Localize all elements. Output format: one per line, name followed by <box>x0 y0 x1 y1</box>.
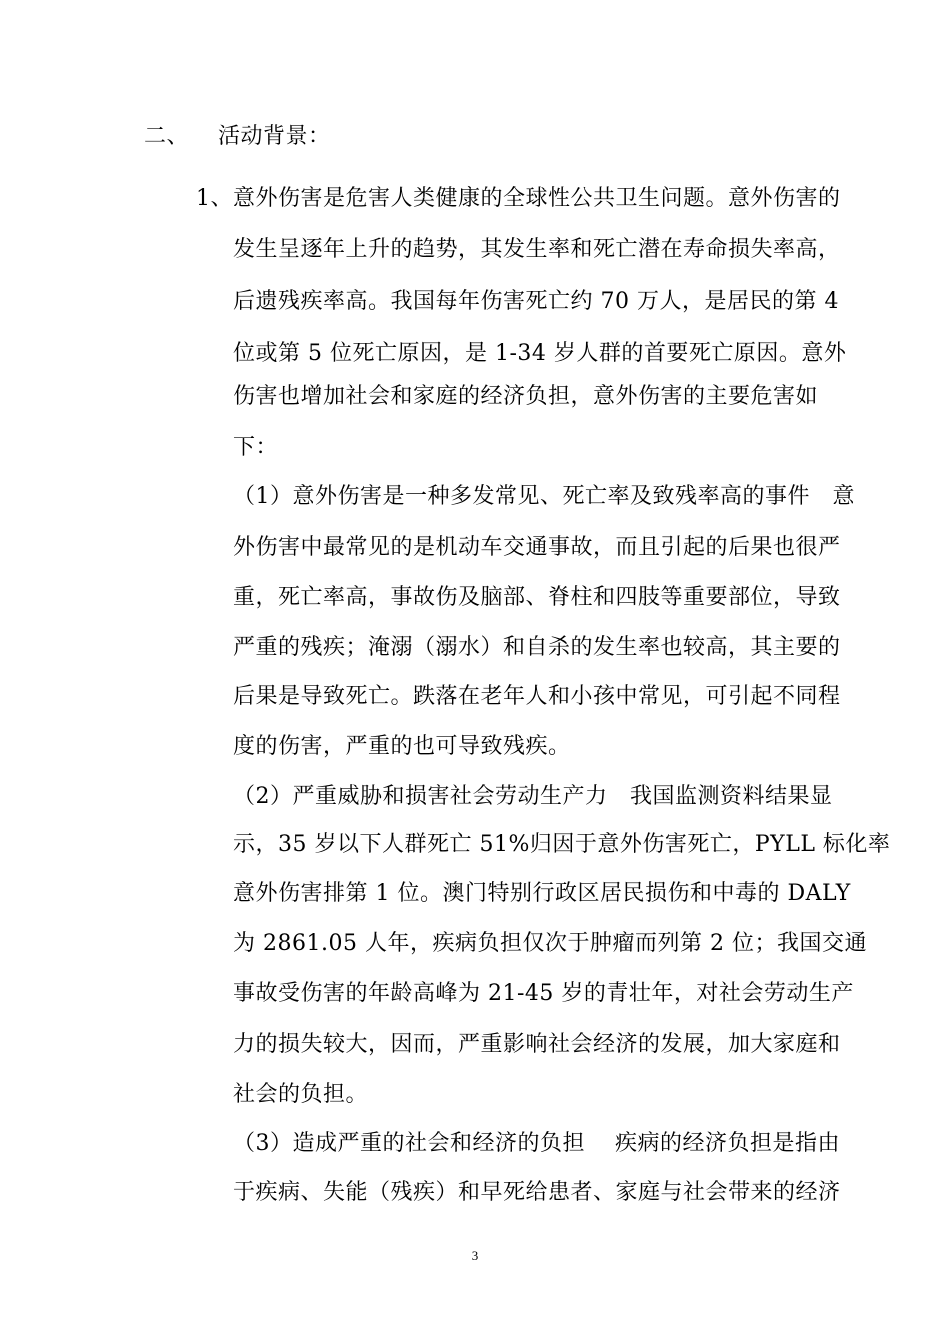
paragraph-line: （1）意外伤害是一种多发常见、死亡率及致残率高的事件 意 <box>233 484 855 509</box>
paragraph-line: 后果是导致死亡。跌落在老年人和小孩中常见，可引起不同程 <box>233 684 841 709</box>
paragraph-line: 事故受伤害的年龄高峰为 21-45 岁的青壮年，对社会劳动生产 <box>233 981 854 1006</box>
paragraph-line: 伤害也增加社会和家庭的经济负担，意外伤害的主要危害如 <box>233 384 819 409</box>
paragraph-line: 意外伤害是危害人类健康的全球性公共卫生问题。意外伤害的 <box>233 186 841 211</box>
paragraph-line: 意外伤害排第 1 位。澳门特别行政区居民损伤和中毒的 DALY <box>233 881 851 906</box>
paragraph-line: （2）严重威胁和损害社会劳动生产力 我国监测资料结果显 <box>233 784 833 809</box>
page-number: 3 <box>471 1248 479 1263</box>
paragraph-line: 重，死亡率高，事故伤及脑部、脊柱和四肢等重要部位，导致 <box>233 585 841 610</box>
paragraph-line: 下： <box>233 435 279 460</box>
paragraph-line: 后遗残疾率高。我国每年伤害死亡约 70 万人，是居民的第 4 <box>233 289 839 314</box>
paragraph-line: 为 2861.05 人年，疾病负担仅次于肿瘤而列第 2 位；我国交通 <box>233 931 867 956</box>
paragraph-line: 严重的残疾；淹溺（溺水）和自杀的发生率也较高，其主要的 <box>233 635 841 660</box>
paragraph-line: 度的伤害，严重的也可导致残疾。 <box>233 734 571 759</box>
paragraph-line: 位或第 5 位死亡原因，是 1-34 岁人群的首要死亡原因。意外 <box>233 341 847 366</box>
paragraph-line: 外伤害中最常见的是机动车交通事故，而且引起的后果也很严 <box>233 535 841 560</box>
section-number: 二、 <box>144 124 190 149</box>
section-title: 活动背景： <box>218 124 331 149</box>
paragraph-line: 社会的负担。 <box>233 1082 369 1107</box>
paragraph-line: 示，35 岁以下人群死亡 51%归因于意外伤害死亡，PYLL 标化率 <box>233 832 891 857</box>
paragraph-line: 于疾病、失能（残疾）和早死给患者、家庭与社会带来的经济 <box>233 1180 841 1205</box>
paragraph-line: （3）造成严重的社会和经济的负担 疾病的经济负担是指由 <box>233 1131 840 1156</box>
paragraph-line: 力的损失较大，因而，严重影响社会经济的发展，加大家庭和 <box>233 1032 841 1057</box>
paragraph-line: 发生呈逐年上升的趋势，其发生率和死亡潜在寿命损失率高， <box>233 237 841 262</box>
item-marker: 1、 <box>196 186 233 211</box>
